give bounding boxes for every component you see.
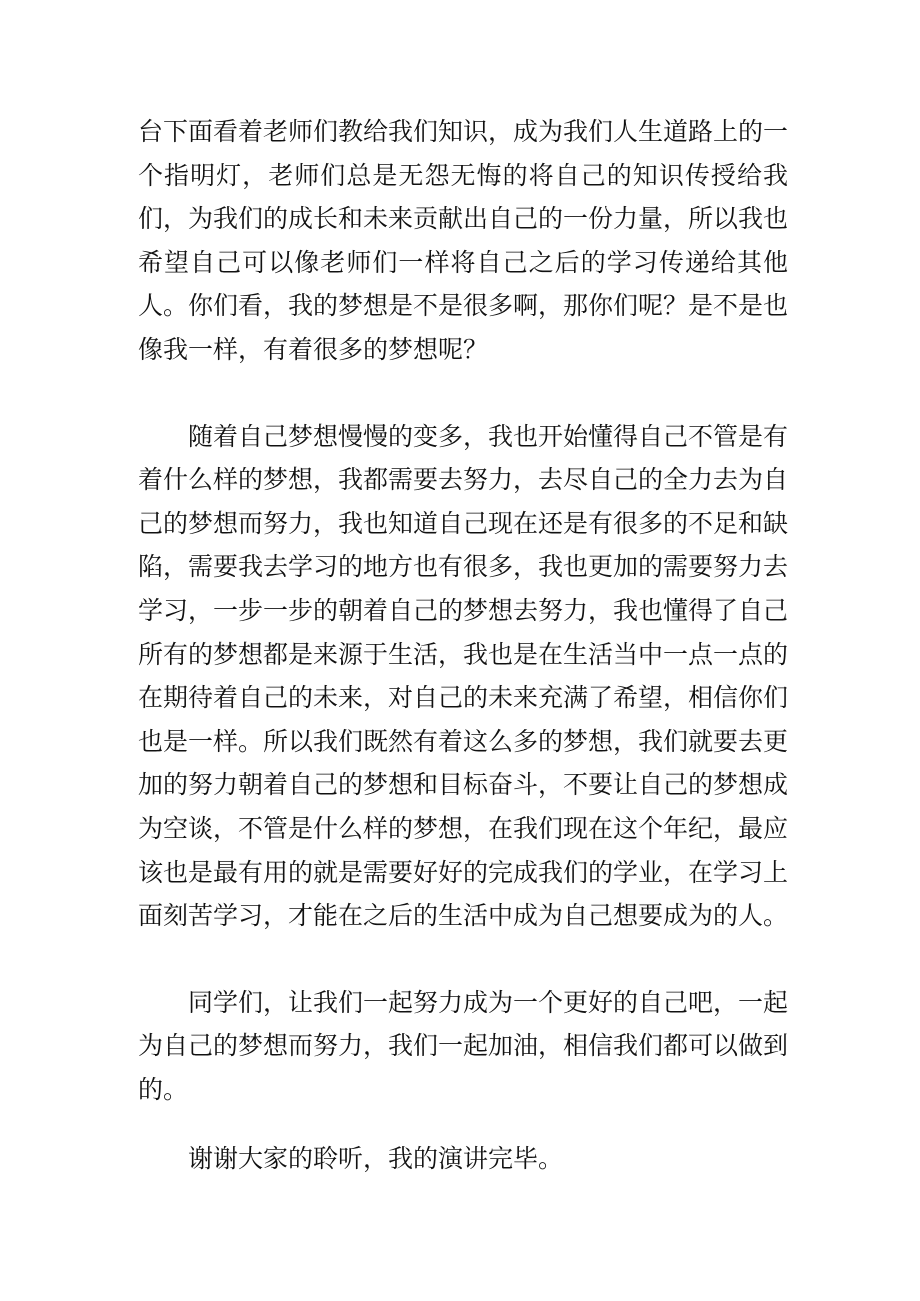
paragraph-gap [138, 372, 788, 415]
paragraph-closing: 谢谢大家的聆听，我的演讲完毕。 [188, 1144, 564, 1174]
paragraph-dreams-effort: 随着自己梦想慢慢的变多，我也开始懂得自己不管是有着什么样的梦想，我都需要去努力，去尽自己的全力去为自己的梦想而努力，我也知道自己现在还是有很多的不足和缺陷，需要我去学习的地方也有很多，我也更加的需要努力去学习，一步一步的朝着自己的梦想去努力，我也懂得了自己所有的梦想都是来源于生活，我也是在生活当中一点一点的在期待着自己的未来，对自己的未来充满了希望，相信你们也是一样。所以我们既然有着这么多的梦想，我们就要去更加的努力朝着自己的梦想和目标奋斗，不要让自己的梦想成为空谈，不管是什么样的梦想，在我们现在这个年纪，最应该也是最有用的就是需要好好的完成我们的学业，在学习上面刻苦学习，才能在之后的生活中成为自己想要成为的人。 [138, 421, 789, 931]
paragraph-gap [138, 938, 788, 981]
paragraph-continuation: 台下面看着老师们教给我们知识，成为我们人生道路上的一个指明灯，老师们总是无怨无悔的将自己的知识传授给我们，为我们的成长和未来贡献出自己的一份力量，所以我也希望自己可以像老师们一样将自己之后的学习传递给其他人。你们看，我的梦想是不是很多啊，那你们呢？是不是也像我一样，有着很多的梦想呢？ [138, 117, 789, 364]
paragraph-gap [138, 1111, 788, 1137]
paragraph-encouragement: 同学们，让我们一起努力成为一个更好的自己吧，一起为自己的梦想而努力，我们一起加油，相信我们都可以做到的。 [138, 987, 789, 1104]
speech-text [138, 110, 788, 1181]
